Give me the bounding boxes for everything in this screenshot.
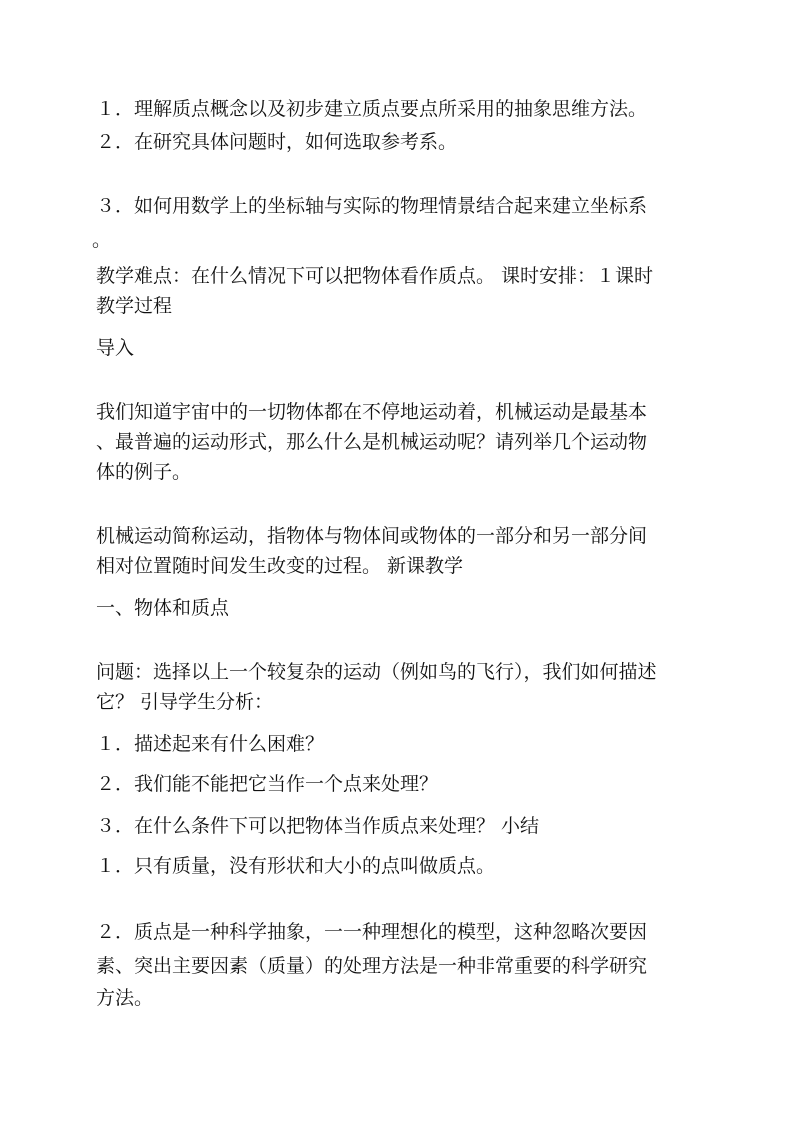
text-line: 相对位置随时间发生改变的过程。 新课教学 — [96, 555, 464, 577]
text-line: １．只有质量，没有形状和大小的点叫做质点。 — [96, 855, 496, 877]
text-line: ２．在研究具体问题时，如何选取参考系。 — [96, 131, 458, 153]
text-line: ３．如何用数学上的坐标轴与实际的物理情景结合起来建立坐标系 — [96, 195, 648, 217]
text-line: ２．质点是一种科学抽象，一一种理想化的模型，这种忽略次要因 — [96, 921, 648, 943]
text-line: 导入 — [96, 337, 135, 359]
text-line: ３．在什么条件下可以把物体当作质点来处理？ 小结 — [96, 815, 540, 837]
text-line: 它？ 引导学生分析： — [96, 691, 274, 713]
text-line: 我们知道宇宙中的一切物体都在不停地运动着，机械运动是最基本 — [96, 401, 648, 423]
text-line: ２．我们能不能把它当作一个点来处理？ — [96, 773, 439, 795]
text-line: 体的例子。 — [96, 461, 192, 483]
text-line: １．描述起来有什么困难？ — [96, 733, 325, 755]
text-line: 一、物体和质点 — [96, 597, 230, 619]
text-line: 方法。 — [96, 987, 154, 1009]
text-line: 素、突出主要因素（质量）的处理方法是一种非常重要的科学研究 — [96, 955, 648, 977]
text-line: 问题：选择以上一个较复杂的运动（例如鸟的飞行），我们如何描述 — [96, 661, 657, 683]
text-line: 教学难点：在什么情况下可以把物体看作质点。 课时安排：１课时 — [96, 265, 654, 287]
text-line: １．理解质点概念以及初步建立质点要点所采用的抽象思维方法。 — [96, 98, 648, 120]
text-line: 教学过程 — [96, 295, 173, 317]
text-line: 。 — [92, 229, 112, 251]
text-line: 机械运动简称运动，指物体与物体间或物体的一部分和另一部分间 — [96, 525, 648, 547]
text-line: 、最普遍的运动形式，那么什么是机械运动呢？请列举几个运动物 — [96, 431, 648, 453]
